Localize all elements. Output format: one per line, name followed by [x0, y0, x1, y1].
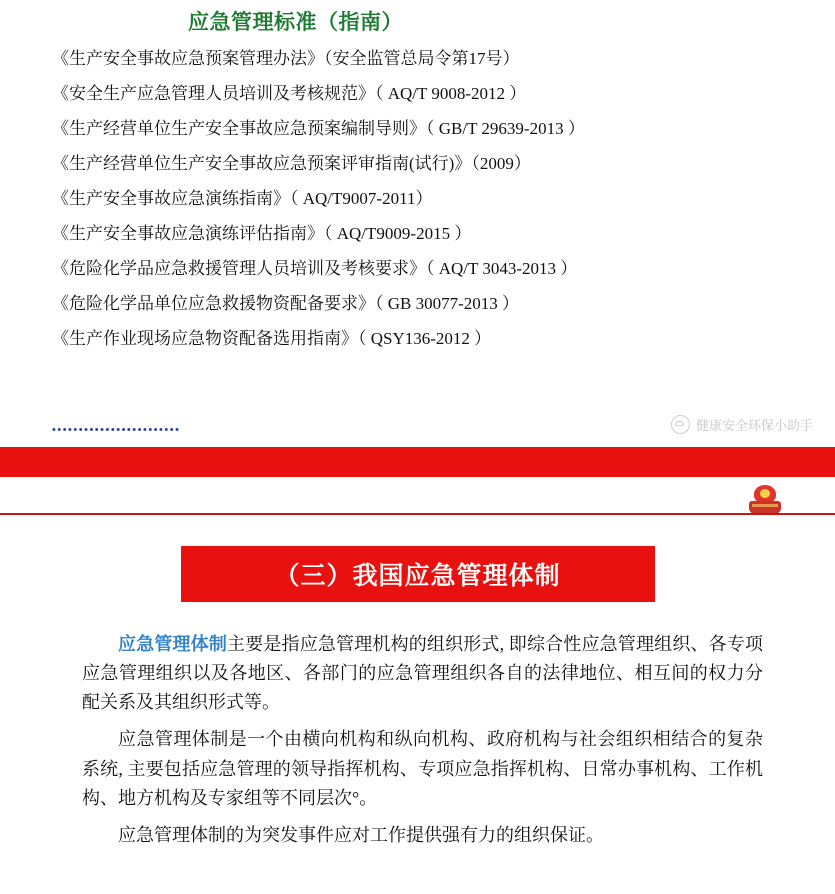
thin-red-rule	[0, 513, 835, 515]
watermark-label: 健康安全环保小助手	[695, 418, 813, 433]
slide-title: 应急管理标准（指南）	[188, 11, 403, 34]
emergency-emblem-icon	[747, 485, 783, 515]
paragraph-1-highlight: 应急管理体制	[118, 634, 228, 654]
list-item: 《生产安全事故应急演练指南》（ AQ/T9007-2011）	[52, 189, 433, 208]
list-item: 《生产作业现场应急物资配备选用指南》（ QSY136-2012 ）	[52, 329, 492, 348]
list-item: 《危险化学品应急救援管理人员培训及考核要求》（ AQ/T 3043-2013 ）	[52, 259, 578, 278]
slide-emergency-system	[0, 516, 835, 894]
watermark	[671, 415, 813, 434]
list-item: 《生产安全事故应急预案管理办法》（安全监管总局令第17号）	[52, 49, 520, 68]
standards-list	[0, 50, 835, 347]
body-copy	[0, 630, 835, 850]
list-item: 《生产安全事故应急演练评估指南》（ AQ/T9009-2015 ）	[52, 224, 472, 243]
paragraph-2: 应急管理体制是一个由横向机构和纵向机构、政府机构与社会组织相结合的复杂系统, 主要包括应急管理的领导指挥机构、专项应急指挥机构、日常办事机构、工作机构、地方机构及专家组等不同层次°。	[82, 729, 763, 808]
dotted-divider: ••••••••••••••••••••••••	[52, 424, 181, 436]
paragraph-3: 应急管理体制的为突发事件应对工作提供强有力的组织保证。	[118, 824, 604, 845]
paragraph-1-text: 主要是指应急管理机构的组织形式, 即综合性应急管理组织、各专项应急管理组织以及各地区、各部门的应急管理组织各自的法律地位、相互间的权力分配关系及其组织形式等。	[82, 634, 763, 713]
wechat-badge-icon	[671, 415, 690, 434]
list-item: 《安全生产应急管理人员培训及考核规范》（ AQ/T 9008-2012 ）	[52, 84, 527, 103]
list-item: 《生产经营单位生产安全事故应急预案评审指南(试行)》（2009）	[52, 154, 531, 173]
section-banner: （三）我国应急管理体制	[181, 546, 655, 602]
paragraph-1	[82, 630, 763, 717]
list-item: 《危险化学品单位应急救援物资配备要求》（ GB 30077-2013 ）	[52, 294, 520, 313]
red-divider-band	[0, 447, 835, 477]
list-item: 《生产经营单位生产安全事故应急预案编制导则》（ GB/T 29639-2013 ）	[52, 119, 585, 138]
